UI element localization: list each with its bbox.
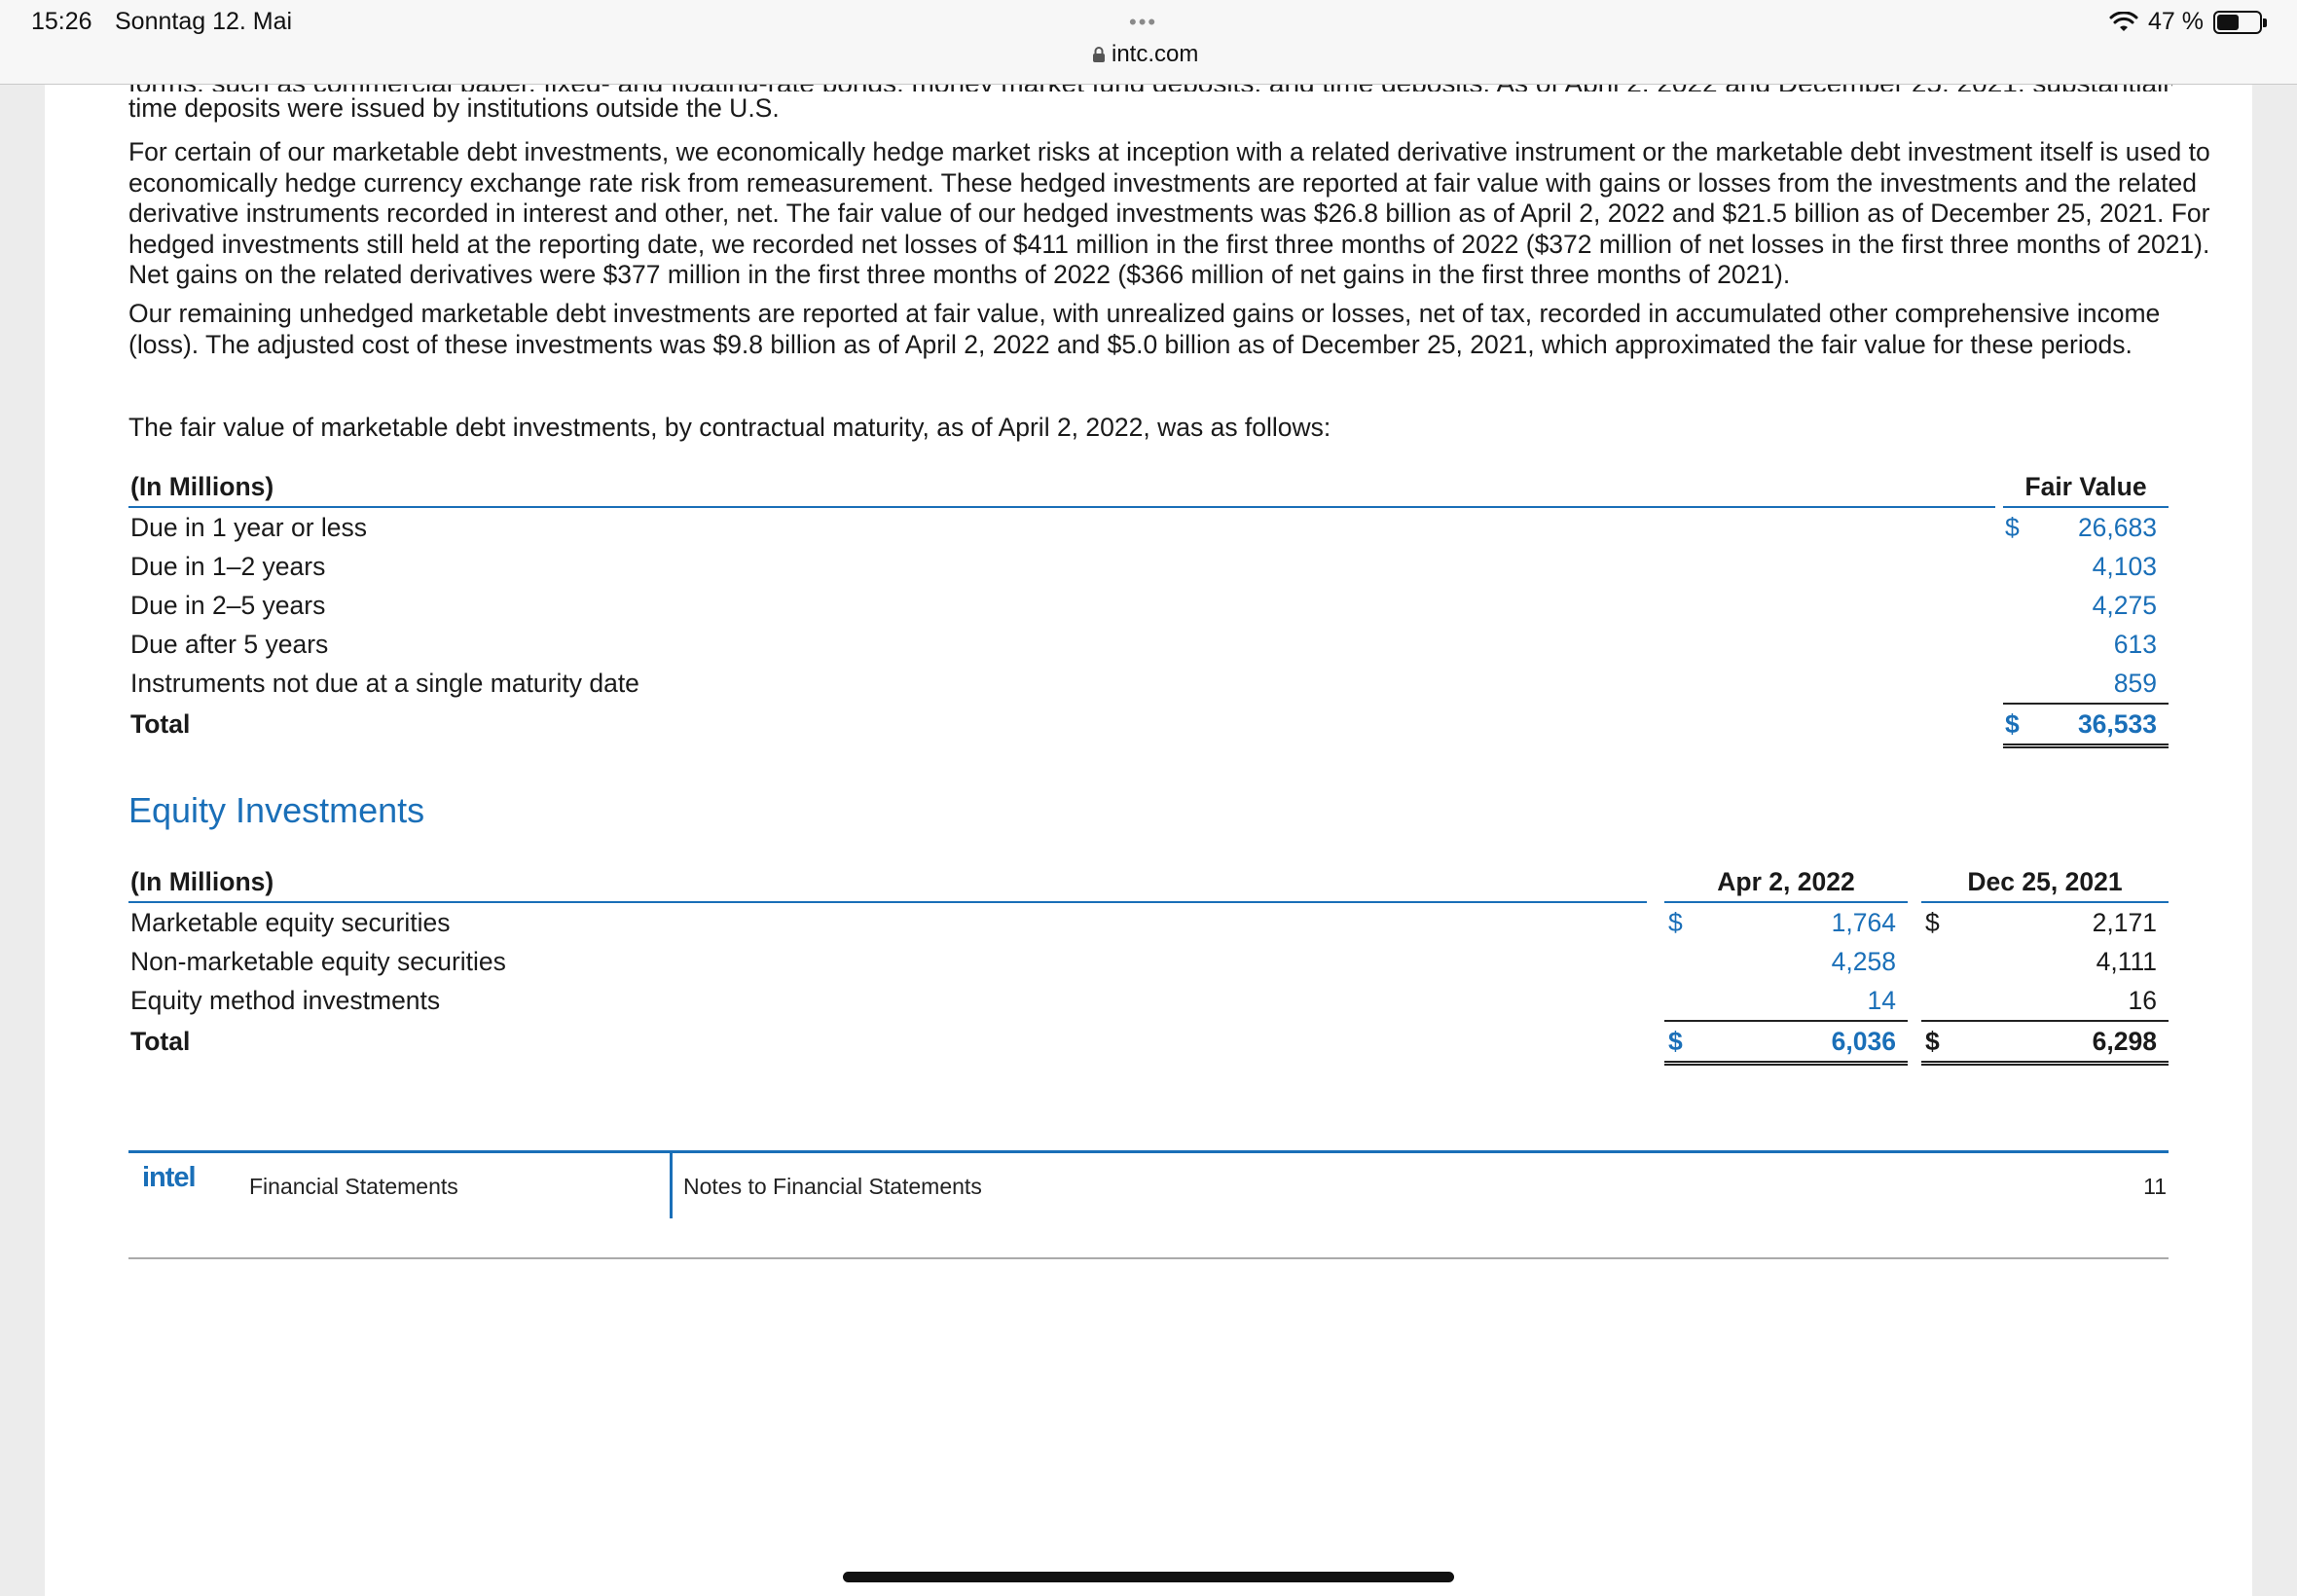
section-title-equity: Equity Investments <box>128 790 425 830</box>
currency-symbol: $ <box>1664 1021 1697 1064</box>
intel-logo[interactable]: intel <box>142 1162 196 1193</box>
row-label: Due in 1–2 years <box>130 551 326 581</box>
row-label: Instruments not due at a single maturity date <box>130 669 639 698</box>
table-row <box>128 586 2169 625</box>
currency-symbol: $ <box>1668 907 1683 937</box>
currency-symbol: $ <box>2003 704 2036 746</box>
row-label: Due after 5 years <box>130 629 329 659</box>
wifi-icon <box>2109 12 2138 33</box>
page-bottom-rule <box>128 1257 2169 1259</box>
row-value: 613 <box>2113 629 2157 659</box>
row-value: 4,275 <box>2092 590 2157 620</box>
battery-fill <box>2217 15 2239 30</box>
total-label: Total <box>130 709 191 740</box>
table-total-row <box>128 1021 2169 1064</box>
total-label: Total <box>130 1027 191 1057</box>
row-label: Due in 1 year or less <box>130 512 368 542</box>
row-value-apr: 4,258 <box>1831 946 1896 976</box>
paragraph-unhedged: Our remaining unhedged marketable debt investments are reported at fair value, with unrealized gains or losses, net of tax, recorded in accumulated other comprehensive income (loss). The adjusted cost of these investments was $9.8 billion as of April 2, 2022 and $5.0 billion as of December 25, 2021, which approximated the fair value for these periods. <box>128 299 2161 359</box>
row-value-dec: 2,171 <box>2092 907 2157 937</box>
row-value: 859 <box>2036 664 2169 704</box>
total-value-apr: 6,036 <box>1697 1021 1908 1064</box>
document-page <box>45 84 2252 1596</box>
table-row <box>128 664 2169 704</box>
row-value: 26,683 <box>2077 512 2157 542</box>
status-bar <box>0 0 2297 85</box>
table-row <box>128 981 2169 1021</box>
status-time: 15:26 <box>31 8 92 35</box>
battery-icon <box>2213 11 2262 34</box>
footer-separator <box>670 1152 673 1218</box>
table-row <box>128 942 2169 981</box>
table-row <box>128 547 2169 586</box>
table-row <box>128 625 2169 664</box>
paragraph-time-deposits: time deposits were issued by institutions outside the U.S. <box>128 93 780 123</box>
page-number: 11 <box>2143 1174 2167 1199</box>
equity-investments-table <box>128 862 2169 1066</box>
table-row <box>128 507 2169 547</box>
table-header-label: (In Millions) <box>128 862 1647 902</box>
battery-percent: 47 % <box>2148 8 2204 35</box>
table-total-row <box>128 704 2169 746</box>
row-value-apr: 14 <box>1697 981 1908 1021</box>
footer-link-notes[interactable]: Notes to Financial Statements <box>683 1174 982 1199</box>
row-value: 4,103 <box>2092 551 2157 581</box>
currency-symbol: $ <box>1925 907 1940 937</box>
home-indicator[interactable] <box>843 1572 1454 1582</box>
more-dots-icon[interactable]: ••• <box>1129 10 1158 34</box>
url-text: intc.com <box>1112 41 1199 67</box>
total-value-dec: 6,298 <box>1954 1021 2169 1064</box>
paragraph-hedged: For certain of our marketable debt investments, we economically hedge market risks at inception with a related derivative instrument or the marketable debt investment itself is used to economically hedge currency exchange rate risk from remeasurement. These hedged investments are reported at fair value with gains or losses from the investments and the related derivative instruments recorded in interest and other, net. The fair value of our hedged investments was $26.8 billion as of April 2, 2022 and $21.5 billion as of December 25, 2021. For hedged investments still held at the reporting date, we recorded net losses of $411 million in the first three months of 2022 ($372 million of net losses in the first three months of 2021). Net gains on the related derivatives were $377 million in the first three months of 2022 ($366 million of net gains in the first three months of 2021). <box>128 137 2210 289</box>
currency-symbol: $ <box>1921 1021 1954 1064</box>
row-value-dec: 16 <box>1954 981 2169 1021</box>
row-value-dec: 4,111 <box>2096 946 2157 976</box>
status-date: Sonntag 12. Mai <box>115 8 293 35</box>
table-header-dec-2021: Dec 25, 2021 <box>1921 862 2169 902</box>
table-header-label: (In Millions) <box>128 467 1995 507</box>
row-label: Marketable equity securities <box>130 907 451 937</box>
url-bar[interactable] <box>1092 41 1198 68</box>
lock-icon <box>1092 46 1106 63</box>
row-value-apr: 1,764 <box>1831 907 1896 937</box>
footer-divider <box>128 1150 2169 1153</box>
total-value: 36,533 <box>2036 704 2169 746</box>
paragraph-fair-value-intro: The fair value of marketable debt investments, by contractual maturity, as of April 2, 2022, was as follows: <box>128 413 1331 442</box>
table-header-apr-2022: Apr 2, 2022 <box>1664 862 1908 902</box>
row-label: Due in 2–5 years <box>130 590 326 620</box>
footer-link-financial-statements[interactable]: Financial Statements <box>249 1174 458 1199</box>
debt-maturity-table <box>128 467 2169 748</box>
table-row <box>128 902 2169 942</box>
table-header-fair-value: Fair Value <box>2003 467 2169 507</box>
row-label: Equity method investments <box>130 986 441 1015</box>
status-right <box>2109 8 2262 36</box>
row-label: Non-marketable equity securities <box>130 946 506 976</box>
currency-symbol: $ <box>2005 512 2020 542</box>
